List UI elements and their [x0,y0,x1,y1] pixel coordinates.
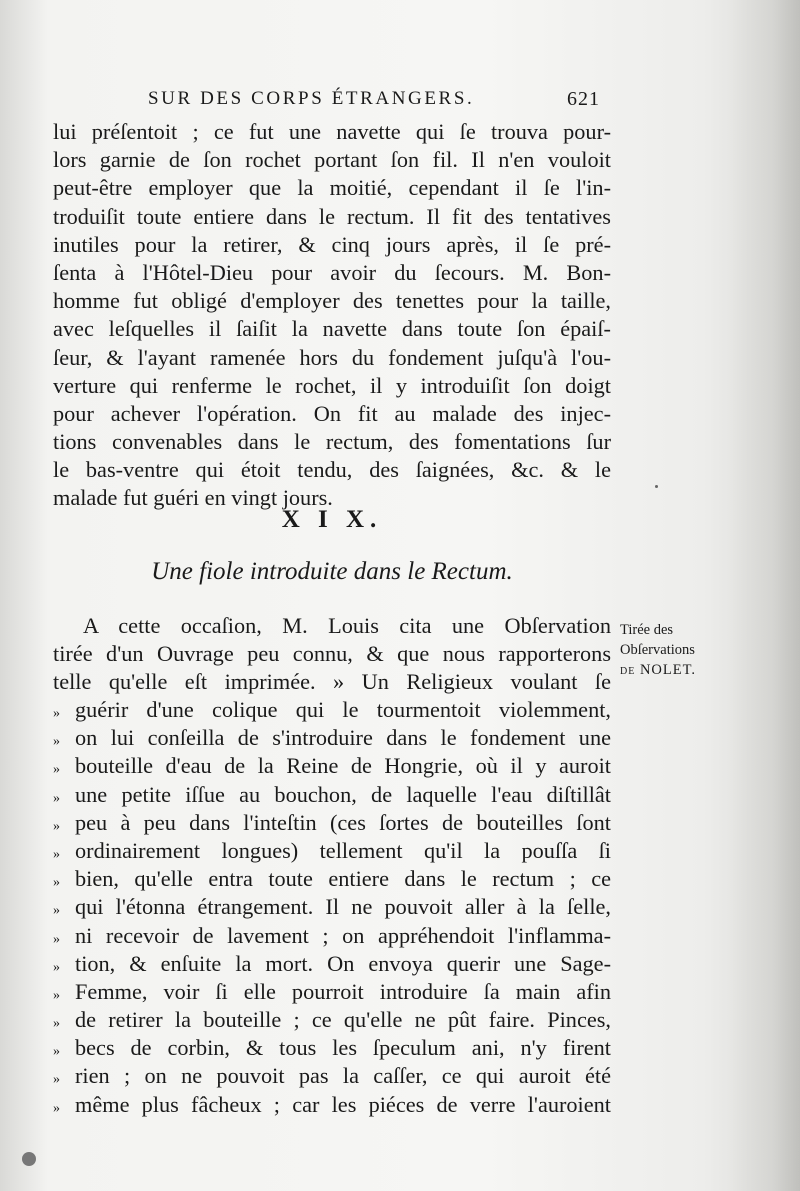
paragraph-2 [53,612,611,697]
quote-line [53,809,611,837]
text-line: telle qu'elle eſt imprimée. » Un Religieux voulant ſe [53,669,611,695]
text-line: malade fut guéri en vingt jours. [53,485,333,511]
quote-line-text: tion, & enſuite la mort. On envoya querir une Sage- [75,950,611,976]
text-line: troduiſit toute entiere dans le rectum. Il fit des tentatives [53,203,611,229]
text-line: peut-être employer que la moitié, cependant il ſe l'in- [53,175,611,201]
quote-line-text: bien, qu'elle entra toute entiere dans le rectum ; ce [75,866,611,892]
quote-line-text: guérir d'une colique qui le tourmentoit violemment, [75,697,611,722]
quote-line [53,696,611,724]
page-fold-shadow [730,0,800,1191]
quote-mark: » [53,734,60,750]
text-line: pour achever l'opération. On fit au malade des injec- [53,400,611,426]
paper-blemish [22,1152,36,1166]
quote-line-text: même plus fâcheux ; car les piéces de verre l'auroient [75,1091,611,1117]
quote-mark: » [53,1072,60,1088]
quote-line [53,950,611,978]
quote-mark: » [53,762,60,778]
section-title: Une fiole introduite dans le Rectum. [151,558,513,585]
quote-mark: » [53,818,60,834]
quote-line [53,724,611,752]
quote-line-text: une petite iſſue au bouchon, de laquelle l'eau diſtillât [75,781,611,807]
text-line: verture qui renferme le rochet, il y introduiſit ſon doigt [53,372,611,398]
quote-line [53,1034,611,1062]
quote-line-text: qui l'étonna étrangement. Il ne pouvoit aller à la ſelle, [75,894,611,920]
quote-mark: » [53,1044,60,1060]
text-line: tions convenables dans le rectum, des fomentations ſur [53,429,611,455]
quote-line [53,922,611,950]
quote-mark: » [53,903,60,919]
paragraph-1 [53,118,611,513]
section-number: X I X. [281,506,383,533]
quote-mark: » [53,790,60,806]
quote-mark: » [53,931,60,947]
running-title: SUR DES CORPS ÉTRANGERS. [148,88,475,109]
text-line: inutiles pour la retirer, & cinq jours après, il ſe pré- [53,231,611,257]
text-line: le bas-ventre qui étoit tendu, des ſaignées, &c. & le [53,457,611,483]
paper-speck [655,485,658,488]
quote-line-text: rien ; on ne pouvoit pas la caſſer, ce qui auroit été [75,1063,611,1089]
quote-mark: » [53,706,60,721]
page-number: 621 [567,88,600,110]
quote-line [53,865,611,893]
quote-line [53,1006,611,1034]
quote-line-text: ni recevoir de lavement ; on appréhendoit l'inflamma- [75,922,611,948]
text-line: ſenta à l'Hôtel-Dieu pour avoir du ſecours. M. Bon- [53,259,611,285]
quote-line [53,1062,611,1090]
running-header [148,88,600,110]
quote-line-text: becs de corbin, & tous les ſpeculum ani, n'y firent [75,1035,611,1061]
margin-note-line: Obſervations [620,642,695,658]
quote-mark: » [53,959,60,975]
text-line: avec leſquelles il ſaiſit la navette dans toute ſon épaiſ- [53,316,611,342]
text-line: lors garnie de ſon rochet portant ſon fil. Il n'en vouloit [53,147,611,173]
quote-line [53,893,611,921]
quote-mark: » [53,875,60,891]
quote-line [53,978,611,1006]
margin-note [620,620,730,680]
quote-line-text: Femme, voir ſi elle pourroit introduire ſa main afin [75,978,611,1004]
quote-line-text: ordinairement longues) tellement qu'il la pouſſa ſi [75,837,611,863]
margin-note-line: de NOLET. [620,662,697,678]
quote-mark: » [53,1100,60,1116]
quote-line-text: peu à peu dans l'inteſtin (ces ſortes de bouteilles ſont [75,809,611,835]
quoted-passage [53,696,611,1119]
text-line: tirée d'un Ouvrage peu connu, & que nous rapporterons [53,641,611,667]
text-line: A cette occaſion, M. Louis cita une Obſervation [83,613,611,638]
text-line: homme fut obligé d'employer des tenettes pour la taille, [53,288,611,314]
quote-line [53,781,611,809]
quote-line [53,752,611,780]
quote-line-text: bouteille d'eau de la Reine de Hongrie, où il y auroit [75,753,611,779]
quote-line [53,1091,611,1119]
quote-line [53,837,611,865]
quote-mark: » [53,987,60,1003]
quote-mark: » [53,1016,60,1032]
margin-note-line: Tirée des [620,622,674,638]
text-line: lui préſentoit ; ce fut une navette qui ſe trouva pour- [53,119,611,144]
quote-line-text: de retirer la bouteille ; ce qu'elle ne pût faire. Pinces, [75,1007,611,1033]
text-line: ſeur, & l'ayant ramenée hors du fondement juſqu'à l'ou- [53,344,611,370]
quote-mark: » [53,846,60,862]
quote-line-text: on lui conſeilla de s'introduire dans le fondement une [75,725,611,751]
